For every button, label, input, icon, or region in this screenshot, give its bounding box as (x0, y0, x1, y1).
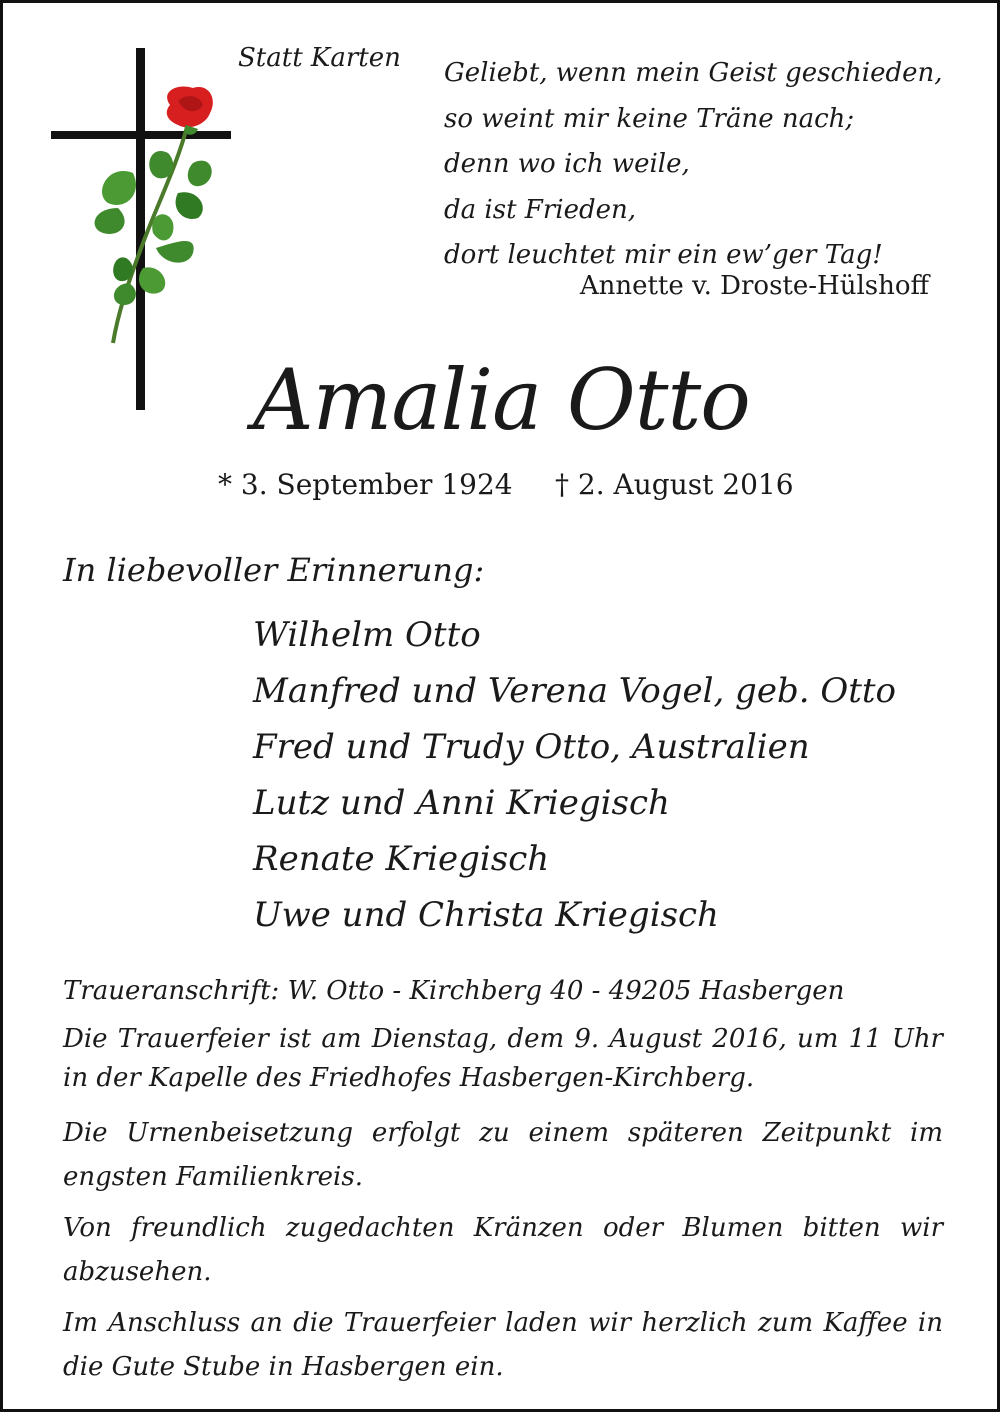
funeral-ceremony-info: Die Trauerfeier ist am Dienstag, dem 9. August 2016, um 11 Uhr in der Kapelle des Friedhofes Hasbergen-Kirchberg. (63, 1024, 943, 1093)
urn-burial-info: Die Urnenbeisetzung erfolgt zu einem späteren Zeitpunkt im engsten Familienkreis. (63, 1118, 943, 1192)
poem-author: Annette v. Droste-Hülshoff (579, 271, 929, 301)
mourner-name: Uwe und Christa Kriegisch (253, 895, 719, 935)
mourner-name: Wilhelm Otto (253, 615, 481, 655)
flowers-request: Von freundlich zugedachten Kränzen oder Blumen bitten wir abzusehen. (63, 1213, 943, 1287)
cross-with-rose-icon (48, 43, 248, 423)
mourner-name: Lutz und Anni Kriegisch (253, 783, 670, 823)
mourner-name: Manfred und Verena Vogel, geb. Otto (253, 671, 896, 711)
coffee-invitation: Im Anschluss an die Trauerfeier laden wir herzlich zum Kaffee in die Gute Stube in Hasbergen ein. (63, 1308, 943, 1382)
mourner-name: Renate Kriegisch (253, 839, 550, 879)
poem-line: Geliebt, wenn mein Geist geschieden, (444, 58, 943, 88)
birth-date: * 3. September 1924 (218, 468, 513, 501)
poem-line: so weint mir keine Träne nach; (444, 103, 855, 134)
poem (444, 51, 943, 279)
death-date: † 2. August 2016 (555, 468, 794, 501)
rose-icon (95, 87, 213, 343)
statt-karten-label: Statt Karten (238, 43, 401, 73)
memorial-intro: In liebevoller Erinnerung: (63, 551, 485, 589)
poem-line: da ist Frieden, (444, 194, 636, 225)
mourner-name: Fred und Trudy Otto, Australien (253, 727, 810, 767)
poem-line: dort leuchtet mir ein ew’ger Tag! (444, 240, 883, 270)
mourners-list (253, 607, 896, 943)
deceased-name: Amalia Otto (253, 351, 750, 449)
poem-line: denn wo ich weile, (444, 149, 690, 179)
mourning-address: Traueranschrift: W. Otto - Kirchberg 40 - 49205 Hasbergen (63, 976, 845, 1006)
